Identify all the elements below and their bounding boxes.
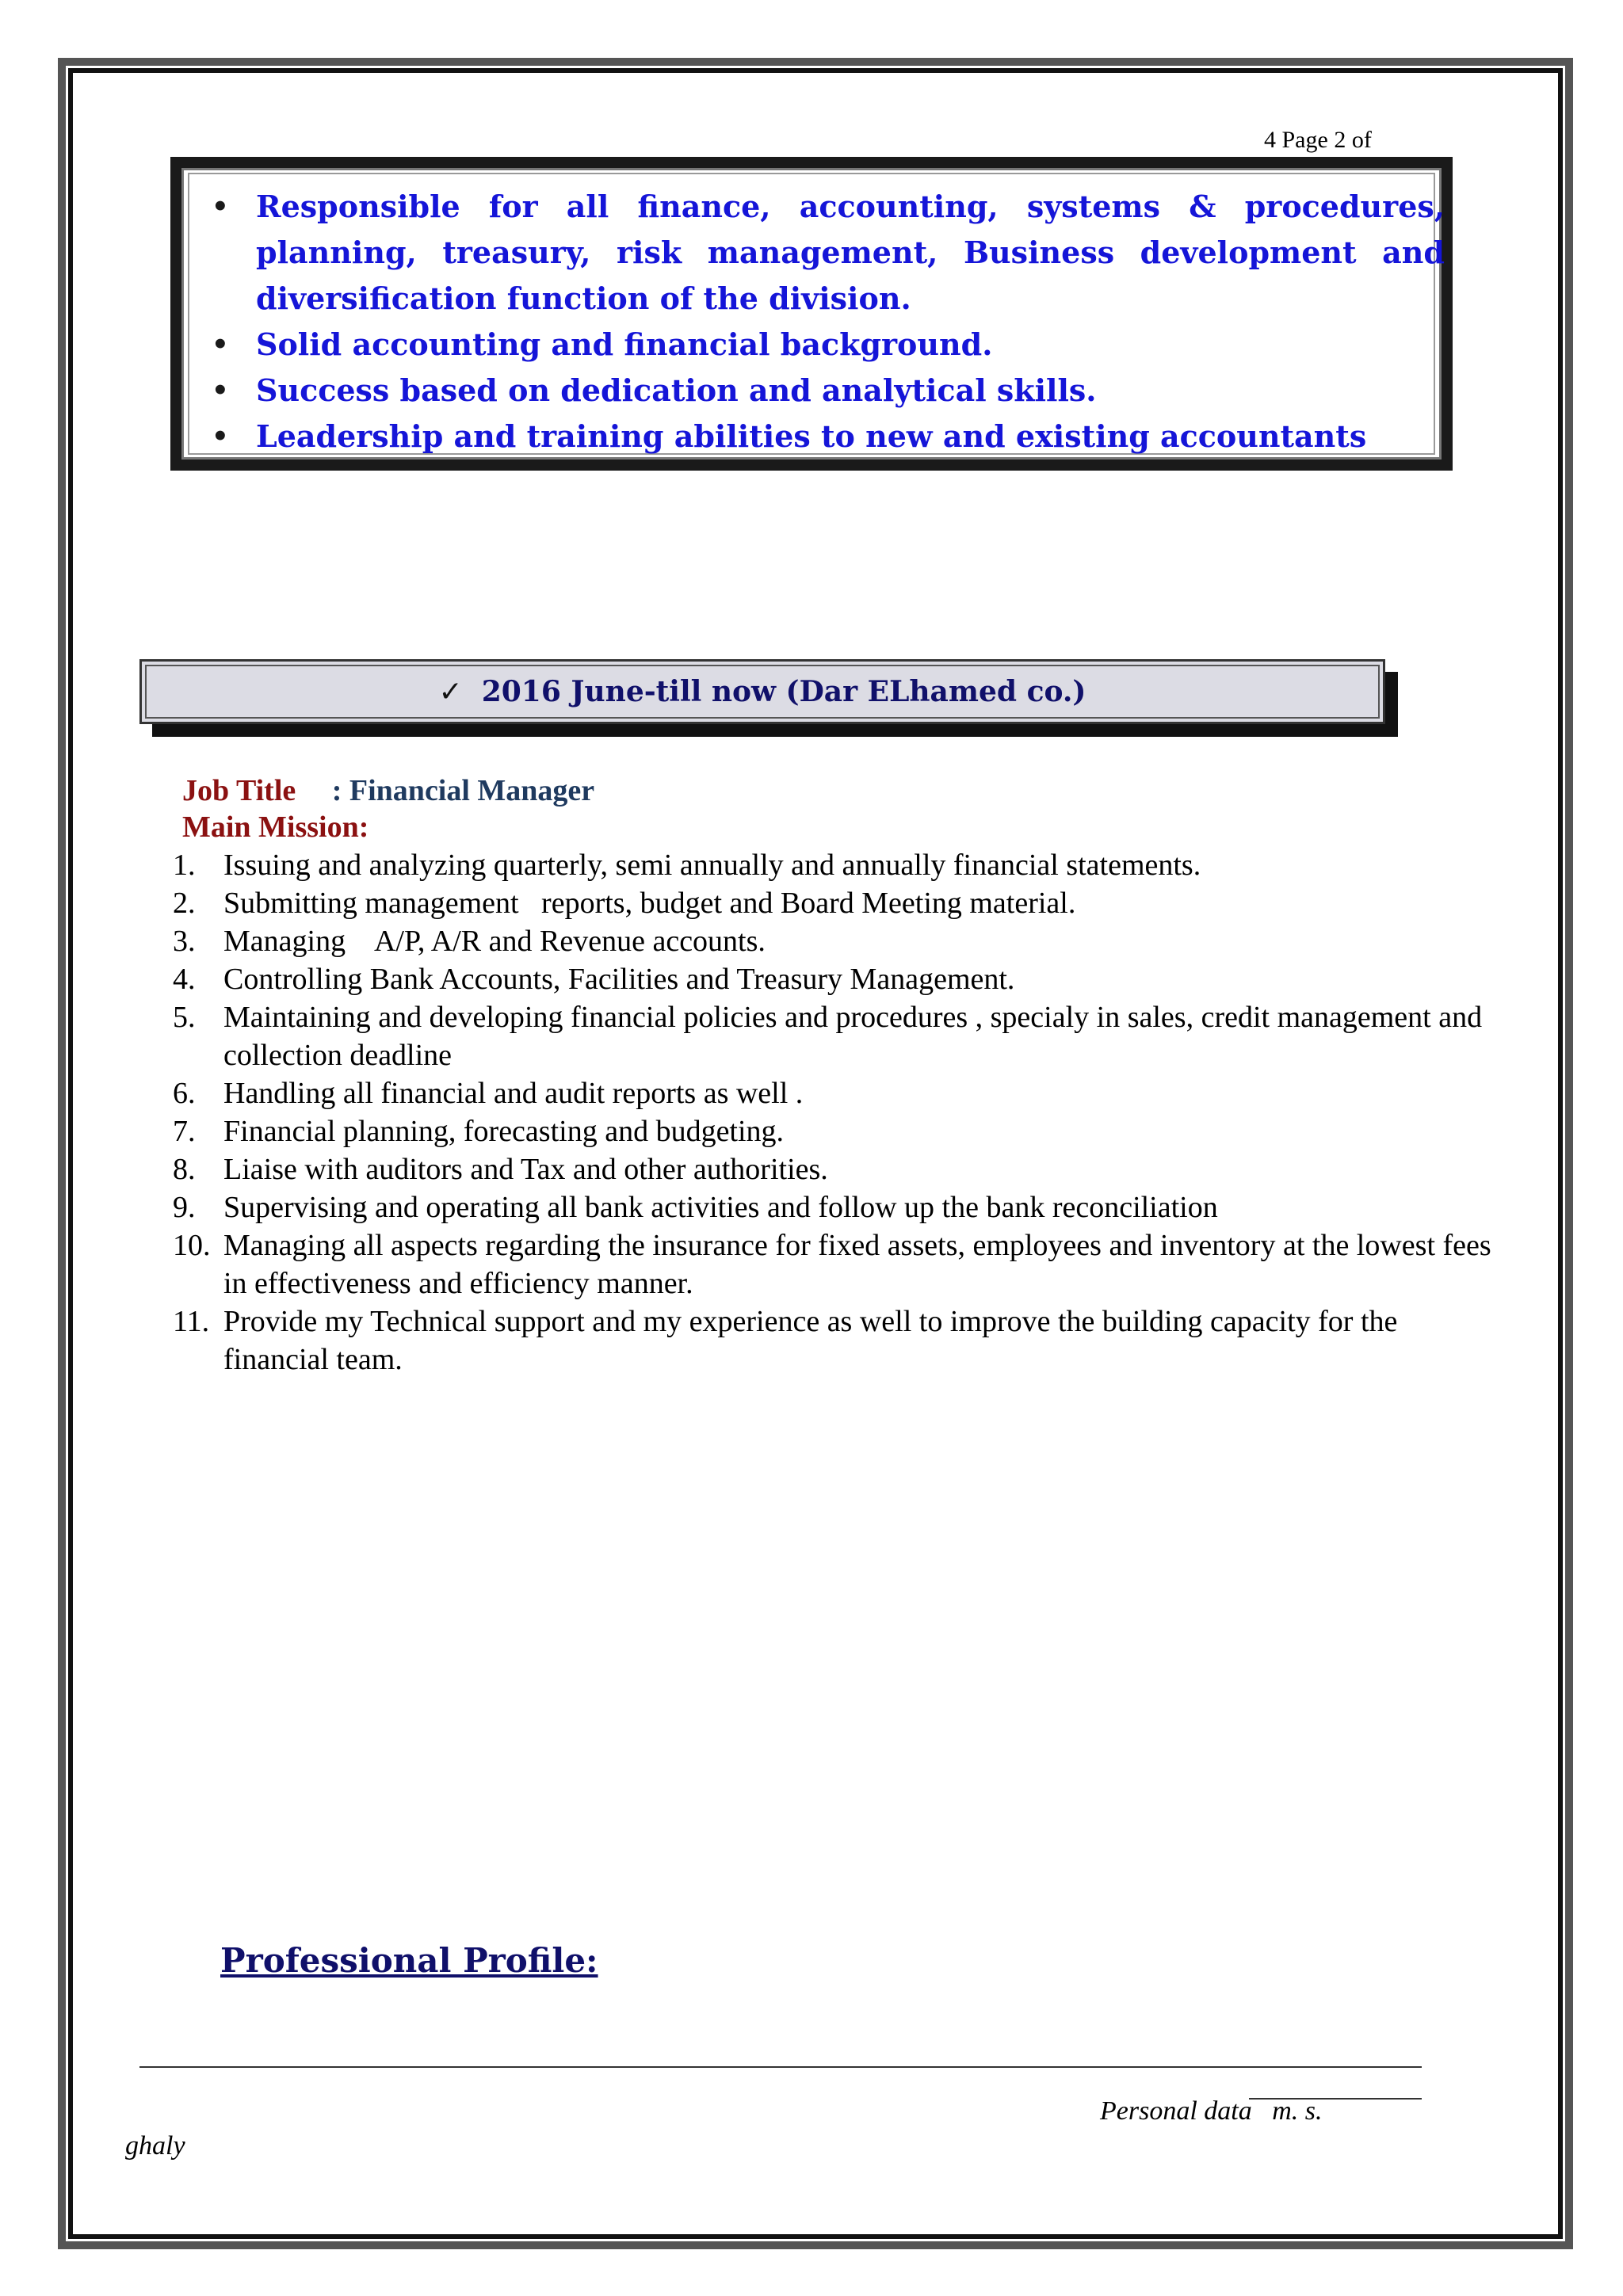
list-item-text: Provide my Technical support and my experience as well to improve the building capacity for the financial team. bbox=[223, 1305, 1398, 1376]
professional-profile-heading: Professional Profile: bbox=[220, 1941, 598, 1980]
list-item bbox=[166, 1074, 1498, 1112]
mission-list bbox=[166, 846, 1498, 1379]
summary-bullet: • Leadership and training abilities to new and existing accountants bbox=[208, 414, 1445, 460]
list-item-number: 5. bbox=[173, 1001, 196, 1034]
list-item bbox=[166, 1302, 1498, 1379]
list-item-text: Managing all aspects regarding the insurance for fixed assets, employees and inventory at the lowest fees in effectiveness and efficiency manner. bbox=[223, 1229, 1491, 1300]
page-number: 4 Page 2 of bbox=[1264, 127, 1372, 153]
list-item-number: 8. bbox=[173, 1153, 196, 1186]
list-item-number: 11. bbox=[173, 1305, 210, 1338]
list-item-text: Financial planning, forecasting and budgeting. bbox=[223, 1115, 785, 1148]
list-item bbox=[166, 922, 1498, 960]
summary-box bbox=[170, 157, 1453, 471]
list-item-text: Handling all financial and audit reports as well . bbox=[223, 1077, 804, 1110]
list-item-text: Issuing and analyzing quarterly, semi annually and annually financial statements. bbox=[223, 849, 1201, 882]
experience-period-bar bbox=[139, 659, 1385, 724]
footer-name: ghaly bbox=[125, 2131, 185, 2161]
list-item bbox=[166, 846, 1498, 884]
list-item-number: 3. bbox=[173, 925, 196, 958]
list-item-number: 9. bbox=[173, 1191, 196, 1224]
summary-bullet: • Success based on dedication and analytical skills. bbox=[208, 368, 1445, 414]
experience-period-text: 2016 June-till now (Dar ELhamed co.) bbox=[481, 675, 1086, 708]
list-item bbox=[166, 960, 1498, 998]
list-item-number: 6. bbox=[173, 1077, 196, 1110]
list-item-text: Managing A/P, A/R and Revenue accounts. bbox=[223, 925, 766, 958]
list-item bbox=[166, 884, 1498, 922]
list-item bbox=[166, 1188, 1498, 1226]
list-item-number: 2. bbox=[173, 887, 196, 920]
list-item-text: Controlling Bank Accounts, Facilities and Treasury Management. bbox=[223, 963, 1015, 996]
footer-personal-data: Personal data m. s. bbox=[1100, 2096, 1323, 2126]
list-item-text: Supervising and operating all bank activities and follow up the bank reconciliation bbox=[223, 1191, 1218, 1224]
list-item-text: Liaise with auditors and Tax and other authorities. bbox=[223, 1153, 828, 1186]
list-item-number: 1. bbox=[173, 849, 196, 882]
list-item bbox=[166, 1226, 1498, 1302]
experience-period-label bbox=[142, 662, 1383, 722]
summary-bullet: • Solid accounting and financial background. bbox=[208, 322, 1445, 368]
list-item-number: 4. bbox=[173, 963, 196, 996]
footer-divider bbox=[139, 2066, 1422, 2068]
check-icon: ✓ bbox=[438, 675, 463, 708]
list-item-number: 7. bbox=[173, 1115, 196, 1148]
job-title-label: Job Title bbox=[182, 774, 296, 807]
job-title-value: Financial Manager bbox=[349, 774, 595, 807]
list-item bbox=[166, 1150, 1498, 1188]
list-item-number: 10. bbox=[173, 1229, 211, 1262]
list-item bbox=[166, 998, 1498, 1074]
job-title-separator: : bbox=[331, 774, 342, 807]
list-item bbox=[166, 1112, 1498, 1150]
main-mission-label: Main Mission: bbox=[182, 810, 369, 844]
list-item-text: Submitting management reports, budget and Board Meeting material. bbox=[223, 887, 1076, 920]
summary-list bbox=[208, 184, 1445, 460]
list-item-text: Maintaining and developing financial policies and procedures , specialy in sales, credit management and collection deadline bbox=[223, 1001, 1483, 1072]
job-title-line bbox=[182, 773, 594, 808]
summary-bullet: • Responsible for all finance, accounting, systems & procedures, planning, treasury, risk management, Business development and diversification function of the division. bbox=[208, 184, 1445, 322]
